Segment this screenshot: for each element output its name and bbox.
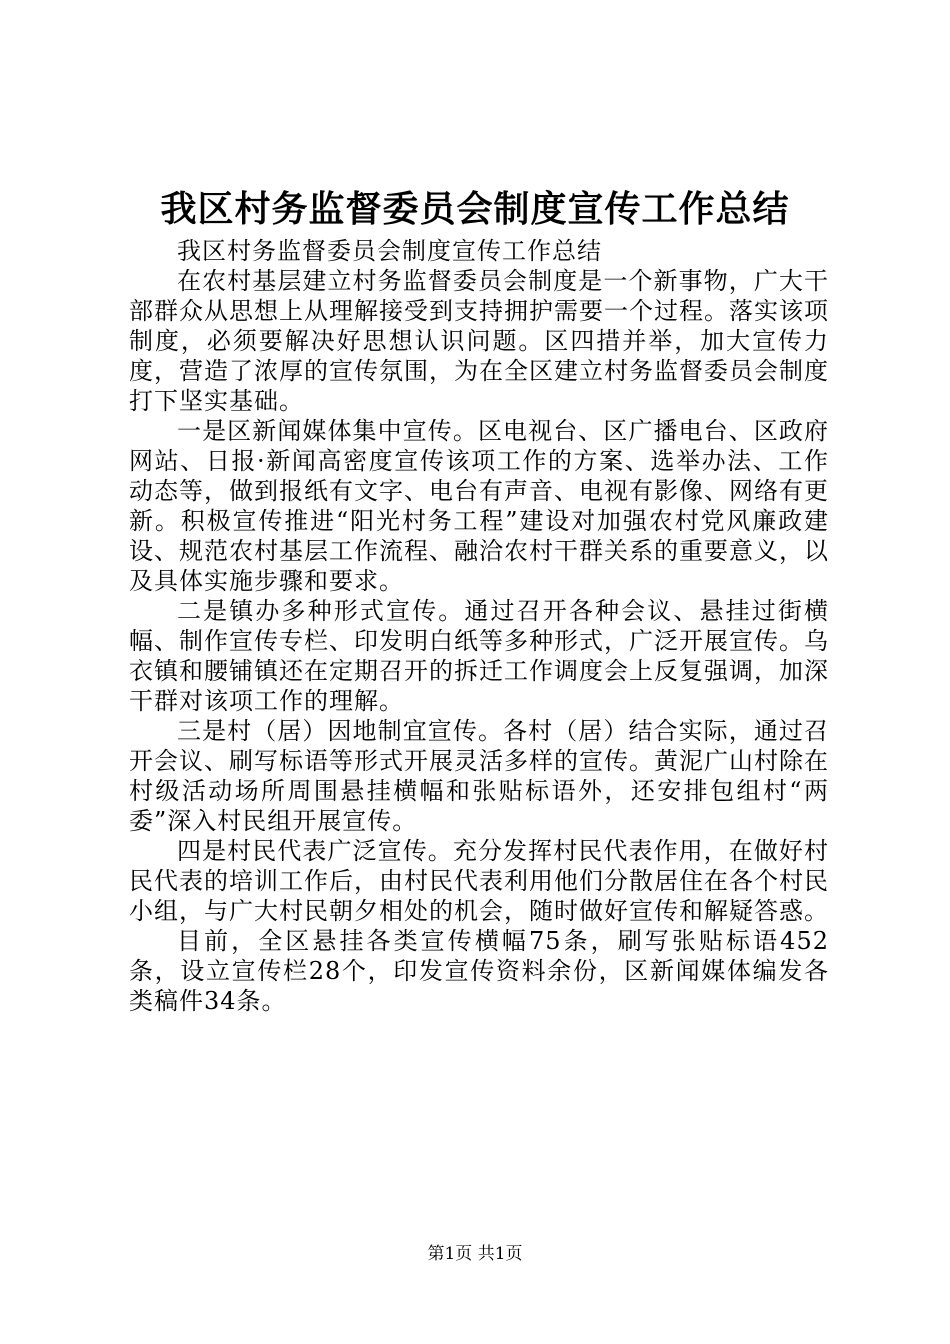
paragraph-villages: 三是村（居）因地制宜宣传。各村（居）结合实际，通过召开会议、刷写标语等形式开展灵活多样的宣传。黄泥广山村除在村级活动场所周围悬挂横幅和张贴标语外，还安排包组村“两委”深入村民组开展宣传。: [129, 717, 829, 835]
document-title: 我区村务监督委员会制度宣传工作总结: [160, 188, 790, 230]
paragraph-representatives: 四是村民代表广泛宣传。充分发挥村民代表作用，在做好村民代表的培训工作后，由村民代表利用他们分散居住在各个村民小组，与广大村民朝夕相处的机会，随时做好宣传和解疑答惑。: [129, 837, 829, 925]
paragraph-summary: 目前，全区悬挂各类宣传横幅75条，刷写张贴标语452条，设立宣传栏28个，印发宣传资料余份，区新闻媒体编发各类稿件34条。: [129, 927, 829, 1015]
paragraph-towns: 二是镇办多种形式宣传。通过召开各种会议、悬挂过街横幅、制作宣传专栏、印发明白纸等多种形式，广泛开展宣传。乌衣镇和腰铺镇还在定期召开的拆迁工作调度会上反复强调，加深干群对该项工作的理解。: [129, 597, 829, 715]
document-body: [129, 236, 829, 1016]
paragraph-subtitle: 我区村务监督委员会制度宣传工作总结: [177, 237, 602, 265]
paragraph-media: 一是区新闻媒体集中宣传。区电视台、区广播电台、区政府网站、日报·新闻高密度宣传该项工作的方案、选举办法、工作动态等，做到报纸有文字、电台有声音、电视有影像、网络有更新。积极宣传推进“阳光村务工程”建设对加强农村党风廉政建设、规范农村基层工作流程、融洽农村干群关系的重要意义，以及具体实施步骤和要求。: [129, 417, 829, 595]
paragraph-intro: 在农村基层建立村务监督委员会制度是一个新事物，广大干部群众从思想上从理解接受到支持拥护需要一个过程。落实该项制度，必须要解决好思想认识问题。区四措并举，加大宣传力度，营造了浓厚的宣传氛围，为在全区建立村务监督委员会制度打下坚实基础。: [129, 267, 829, 415]
page-footer: 第1页 共1页: [427, 1244, 523, 1264]
